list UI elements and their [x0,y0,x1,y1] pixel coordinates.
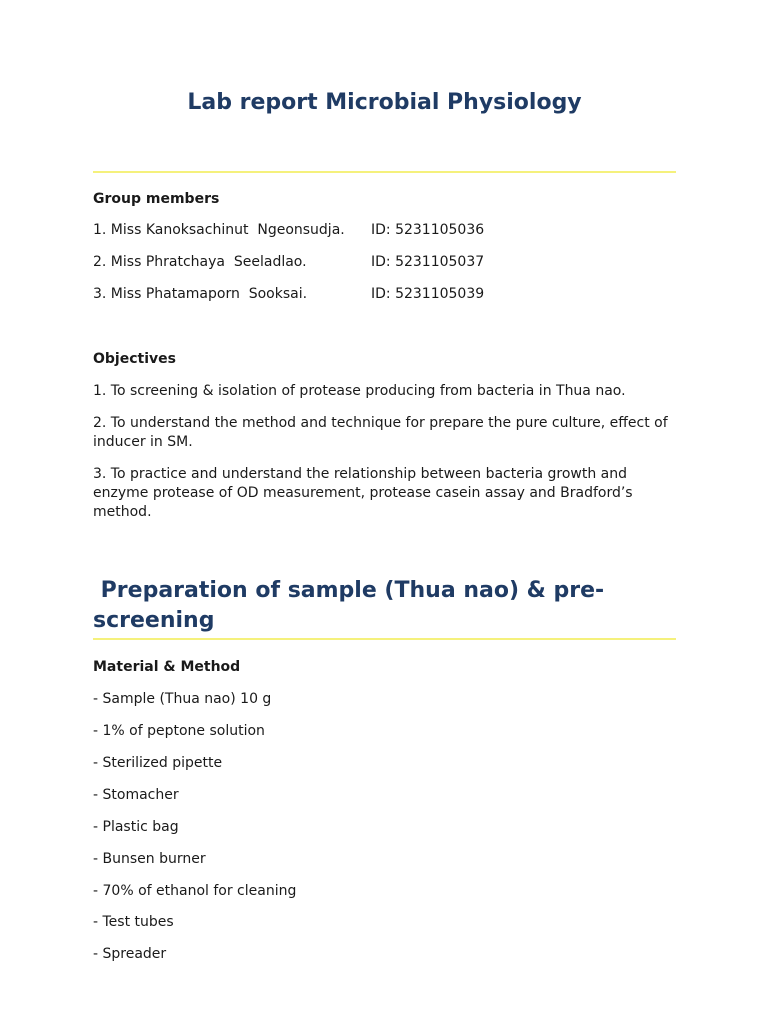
objective-item: 2. To understand the method and technique for prepare the pure culture, effect of inducer in SM. [93,415,668,450]
material-item: - Stomacher [93,787,179,803]
material-method-heading: Material & Method [93,659,241,675]
document-title: Lab report Microbial Physiology [187,90,582,115]
material-item: - 1% of peptone solution [93,723,265,739]
material-item: - Sample (Thua nao) 10 g [93,691,272,707]
material-item: - 70% of ethanol for cleaning [93,883,297,899]
member-id: ID: 5231105036 [371,222,485,238]
member-name: 2. Miss Phratchaya Seeladlao. [93,254,307,270]
member-name: 3. Miss Phatamaporn Sooksai. [93,286,308,302]
group-members-heading: Group members [93,191,220,207]
material-item: - Sterilized pipette [93,755,223,771]
objective-item: 3. To practice and understand the relationship between bacteria growth and enzyme protease of OD measurement, protease casein assay and Bradford’s method. [93,466,633,520]
section-divider [93,638,676,640]
material-item: - Plastic bag [93,819,179,835]
material-item: - Bunsen burner [93,851,206,867]
member-id: ID: 5231105037 [371,254,485,270]
member-row [93,254,676,273]
material-item: - Spreader [93,946,167,962]
title-divider [93,171,676,173]
member-id: ID: 5231105039 [371,286,485,302]
member-name: 1. Miss Kanoksachinut Ngeonsudja. [93,222,345,238]
member-row [93,286,676,305]
objectives-heading: Objectives [93,351,176,367]
member-row [93,222,676,241]
section-title: Preparation of sample (Thua nao) & pre-screening [93,578,605,633]
material-item: - Test tubes [93,914,174,930]
objective-item: 1. To screening & isolation of protease producing from bacteria in Thua nao. [93,383,626,399]
